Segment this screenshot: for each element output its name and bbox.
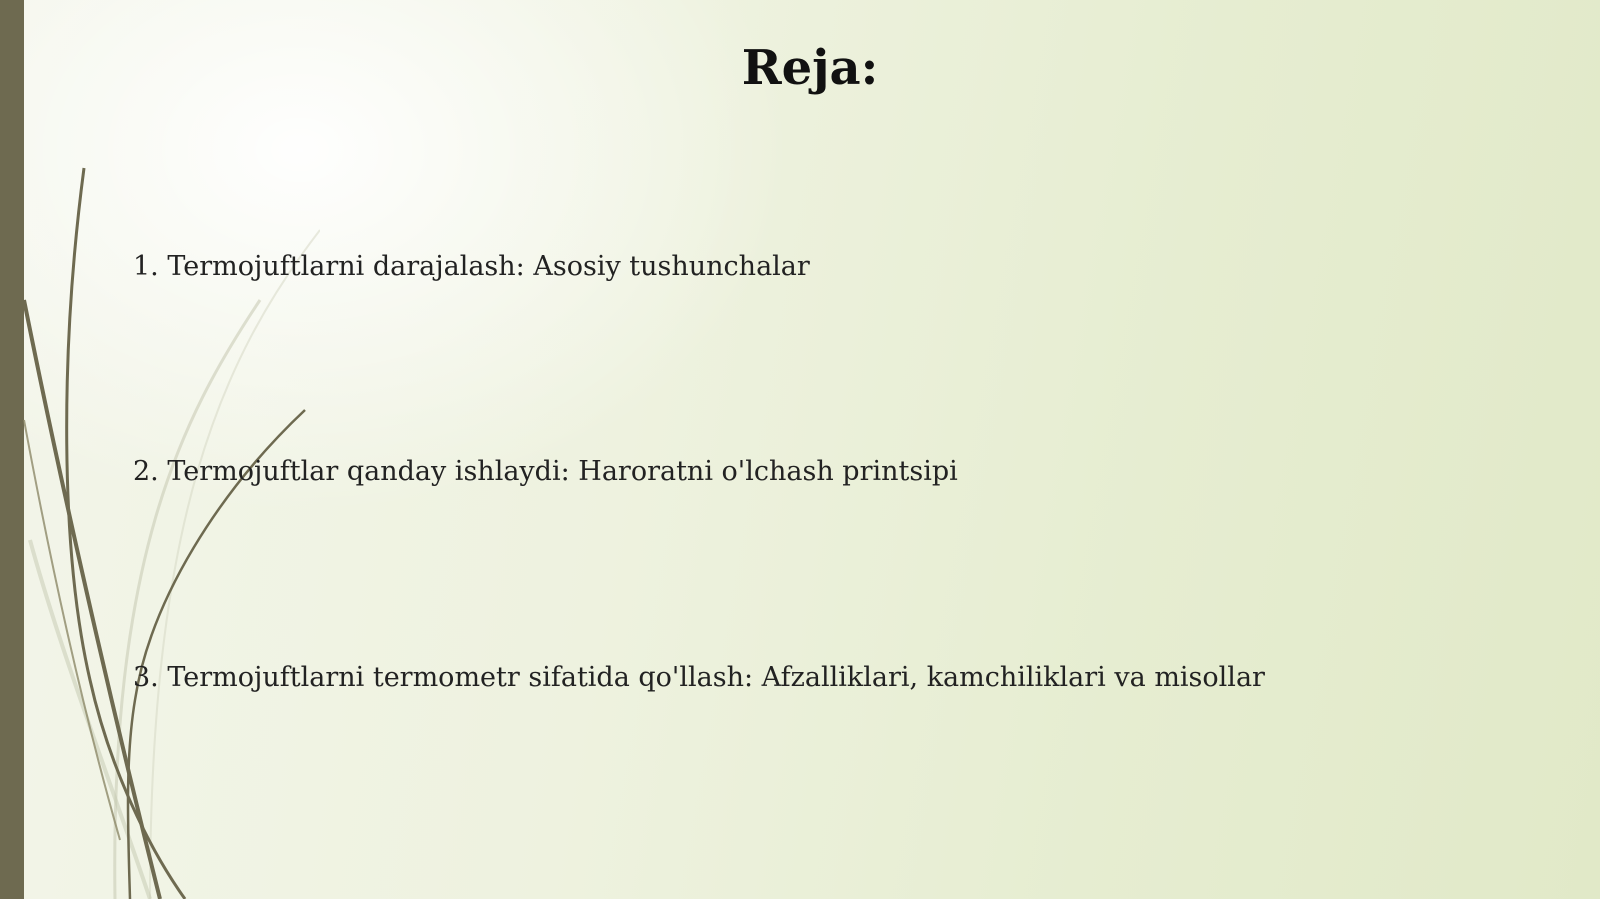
list-item: 1. Termojuftlarni darajalash: Asosiy tushunchalar	[133, 251, 810, 282]
list-item: 3. Termojuftlarni termometr sifatida qo'llash: Afzalliklari, kamchiliklari va misollar	[133, 662, 1265, 693]
grass-stems-icon	[0, 0, 320, 899]
list-item: 2. Termojuftlar qanday ishlaydi: Haroratni o'lchash printsipi	[133, 456, 958, 487]
slide-title: Reja:	[741, 40, 879, 96]
